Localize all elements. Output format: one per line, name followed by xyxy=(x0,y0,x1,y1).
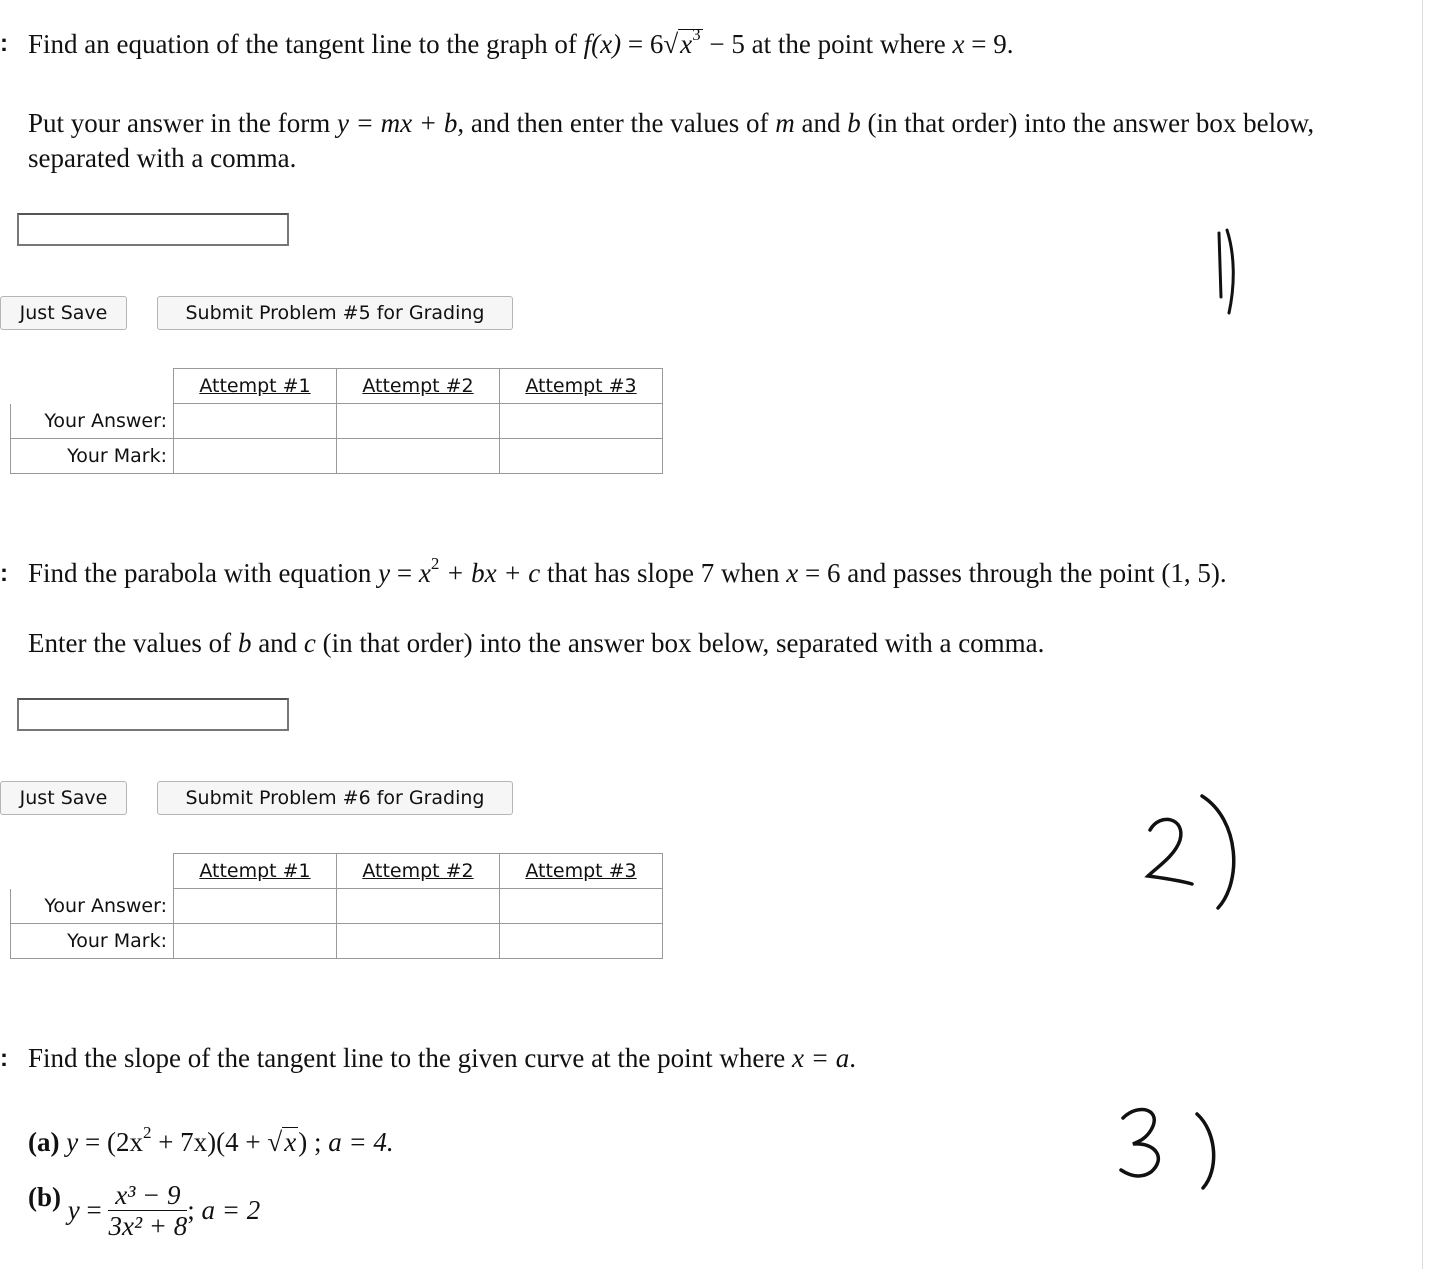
handwritten-mark-1 xyxy=(1205,225,1250,320)
problem-6-attempts-table xyxy=(10,853,663,959)
attempt-3-mark xyxy=(500,438,663,473)
attempt-2-mark xyxy=(337,923,500,958)
attempt-3-header[interactable]: Attempt #3 xyxy=(500,854,663,889)
attempt-2-answer xyxy=(337,889,500,924)
right-edge-divider xyxy=(1422,0,1423,1269)
problem-7-question: Find the slope of the tangent line to the given curve at the point where x = a. xyxy=(28,1043,857,1073)
attempt-3-answer xyxy=(500,889,663,924)
attempt-1-answer xyxy=(174,889,337,924)
problem-5-instructions: Put your answer in the form y = mx + b, and then enter the values of m and b (in that order) into the answer box below, separated with a comma. xyxy=(28,108,1315,173)
function-name: f(x) xyxy=(583,29,622,59)
question-text: Find an equation of the tangent line to the graph of xyxy=(28,29,584,59)
coefficient: 6 xyxy=(649,29,664,59)
your-mark-label: Your Mark: xyxy=(11,438,174,473)
problem-6-answer-input[interactable] xyxy=(17,698,289,731)
part-a-label: (a) xyxy=(28,1127,60,1157)
problem-6-bullet: : xyxy=(0,560,8,587)
sqrt-expression: √x xyxy=(267,1127,297,1157)
attempt-1-mark xyxy=(174,438,337,473)
problem-5-answer-input[interactable] xyxy=(17,213,289,246)
your-mark-label: Your Mark: xyxy=(11,923,174,958)
attempt-2-header[interactable]: Attempt #2 xyxy=(337,854,500,889)
problem-5-submit-button[interactable]: Submit Problem #5 for Grading xyxy=(157,296,513,330)
problem-6-question: Find the parabola with equation $y = x^2$ + bx + c that has slope 7 when x = 6 and passes through the point (1, 5). xyxy=(28,554,1227,588)
question-tail: − 5 at the point where xyxy=(709,29,953,59)
problem-5-just-save-button[interactable]: Just Save xyxy=(0,296,127,330)
fraction: $\frac{\text{x³ − 9}}{\text{3x² + 8}}$ xyxy=(108,1180,188,1241)
problem-7-part-b: (b) y = $\frac{\text{x³ − 9}}{\text{3x² + 8}}$ ; a = 2 xyxy=(28,1180,261,1241)
your-answer-label: Your Answer: xyxy=(11,404,174,439)
attempt-3-header[interactable]: Attempt #3 xyxy=(500,369,663,404)
problem-7-part-a: (a) $y = (2x^2 + 7x)(4 + √x)$ ; a = 4. xyxy=(28,1125,394,1160)
problem-5-question: Find an equation of the tangent line to the graph of $f(x) = 6√x^3 - 5$ at the point where x = 9. xyxy=(28,27,1014,62)
problem-6-instructions: Enter the values of b and c (in that order) into the answer box below, separated with a comma. xyxy=(28,628,1045,658)
attempt-1-mark xyxy=(174,923,337,958)
problem-7-bullet: : xyxy=(0,1045,8,1072)
equals-sign: = xyxy=(627,29,644,59)
answer-form: y = mx + b xyxy=(336,108,458,138)
problem-5-bullet: : xyxy=(0,30,8,57)
x-value: = 9. xyxy=(971,29,1014,59)
handwritten-mark-2 xyxy=(1140,790,1250,915)
attempt-1-answer xyxy=(174,404,337,439)
attempt-1-header[interactable]: Attempt #1 xyxy=(174,854,337,889)
handwritten-mark-3 xyxy=(1115,1100,1230,1195)
attempt-3-answer xyxy=(500,404,663,439)
attempt-2-mark xyxy=(337,438,500,473)
problem-6-just-save-button[interactable]: Just Save xyxy=(0,781,127,815)
problem-6-submit-button[interactable]: Submit Problem #6 for Grading xyxy=(157,781,513,815)
your-answer-label: Your Answer: xyxy=(11,889,174,924)
attempt-2-header[interactable]: Attempt #2 xyxy=(337,369,500,404)
sqrt-expression: $√x^3$ xyxy=(663,25,701,59)
attempt-1-header[interactable]: Attempt #1 xyxy=(174,369,337,404)
part-b-label: (b) xyxy=(28,1182,61,1212)
attempt-2-answer xyxy=(337,404,500,439)
problem-5-attempts-table xyxy=(10,368,663,474)
attempt-3-mark xyxy=(500,923,663,958)
